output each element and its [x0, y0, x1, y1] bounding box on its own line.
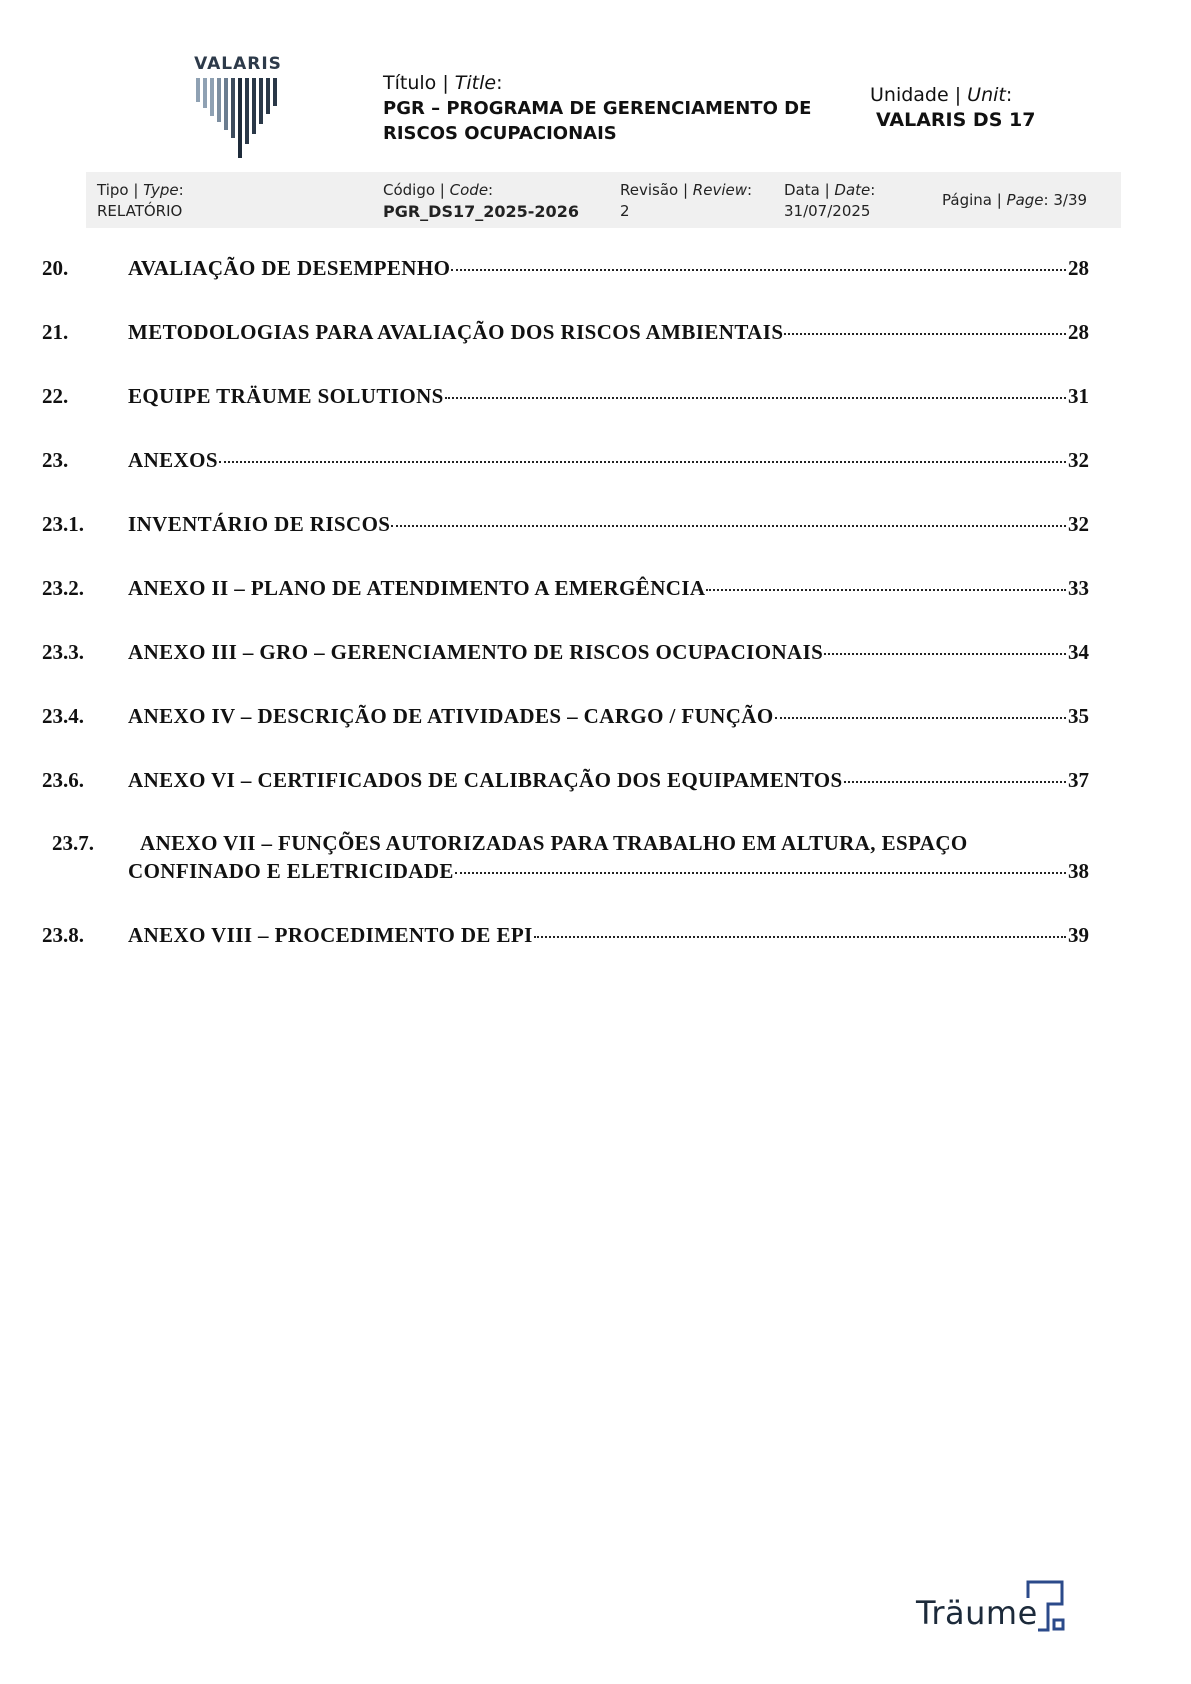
toc-entry-page: 35 [1068, 704, 1089, 728]
document-meta-bar [86, 172, 1121, 228]
toc-leader-dots [534, 935, 1066, 938]
toc-entry-title: ANEXO VI – CERTIFICADOS DE CALIBRAÇÃO DOS EQUIPAMENTOS [128, 768, 843, 792]
meta-pagina: Página | Page: 3/39 [942, 191, 1088, 209]
toc-entry-number: 23.2. [42, 576, 84, 600]
toc-entry[interactable] [0, 576, 1191, 606]
toc-entry-page: 28 [1068, 256, 1089, 280]
valaris-logo-mark [196, 78, 284, 160]
toc-entry-title: AVALIAÇÃO DE DESEMPENHO [128, 256, 451, 280]
toc-entry[interactable] [0, 256, 1191, 286]
meta-revisao-value: 2 [620, 202, 630, 220]
toc-entry-number: 23.7. [52, 831, 94, 855]
toc-leader-dots [844, 780, 1066, 783]
meta-codigo-value: PGR_DS17_2025-2026 [383, 202, 579, 221]
toc-entry[interactable] [0, 923, 1191, 953]
toc-entry-page: 37 [1068, 768, 1089, 792]
valaris-logo [190, 54, 300, 158]
toc-entry-number: 23.6. [42, 768, 84, 792]
toc-entry[interactable] [0, 640, 1191, 670]
toc-entry[interactable] [0, 831, 1191, 891]
toc-entry-number: 23.1. [42, 512, 84, 536]
toc-entry-number: 23. [42, 448, 69, 472]
toc-entry[interactable] [0, 384, 1191, 414]
toc-entry-number: 22. [42, 384, 69, 408]
meta-codigo: Código | Code: PGR_DS17_2025-2026 [383, 181, 579, 221]
toc-entry-title: ANEXO VIII – PROCEDIMENTO DE EPI [128, 923, 533, 947]
toc-entry-page: 33 [1068, 576, 1089, 600]
toc-leader-dots [391, 524, 1066, 527]
traume-logo-text: Träume [916, 1594, 1038, 1632]
meta-data-value: 31/07/2025 [784, 202, 871, 220]
meta-pagina-value: 3/39 [1053, 191, 1088, 209]
traume-logo-mark [1022, 1578, 1082, 1638]
toc-entry-title: ANEXO IV – DESCRIÇÃO DE ATIVIDADES – CARGO / FUNÇÃO [128, 704, 774, 728]
toc-entry-number: 23.3. [42, 640, 84, 664]
unit-label: Unidade | Unit: [870, 84, 1013, 106]
title-block [383, 71, 811, 146]
toc-entry-title-line1: ANEXO VII – FUNÇÕES AUTORIZADAS PARA TRABALHO EM ALTURA, ESPAÇO [140, 831, 968, 855]
toc-leader-dots [455, 871, 1066, 874]
toc-entry-title-line2: CONFINADO E ELETRICIDADE [128, 859, 454, 883]
toc-entry-title: ANEXOS [128, 448, 218, 472]
toc-leader-dots [784, 332, 1066, 335]
toc-entry-title: EQUIPE TRÄUME SOLUTIONS [128, 384, 444, 408]
toc-entry[interactable] [0, 448, 1191, 478]
unit-block [870, 83, 1035, 133]
title-value-line2: RISCOS OCUPACIONAIS [383, 123, 617, 144]
toc-leader-dots [706, 588, 1066, 591]
toc-entry-title: INVENTÁRIO DE RISCOS [128, 512, 391, 536]
toc-entry-page: 28 [1068, 320, 1089, 344]
toc-leader-dots [445, 396, 1066, 399]
title-value-line1: PGR – PROGRAMA DE GERENCIAMENTO DE [383, 98, 812, 119]
unit-value: VALARIS DS 17 [876, 109, 1036, 131]
toc-entry-number: 21. [42, 320, 69, 344]
toc-entry-title: METODOLOGIAS PARA AVALIAÇÃO DOS RISCOS AMBIENTAIS [128, 320, 784, 344]
toc-entry[interactable] [0, 320, 1191, 350]
toc-entry-page: 38 [1068, 859, 1089, 883]
meta-revisao: Revisão | Review: 2 [620, 181, 753, 220]
meta-tipo: Tipo | Type: RELATÓRIO [97, 181, 184, 220]
toc-entry-number: 20. [42, 256, 69, 280]
meta-data: Data | Date: 31/07/2025 [784, 181, 876, 220]
toc-entry-page: 34 [1068, 640, 1089, 664]
toc-entry-page: 32 [1068, 448, 1089, 472]
valaris-logo-text: VALARIS [194, 54, 282, 74]
toc-entry-page: 39 [1068, 923, 1089, 947]
toc-entry-number: 23.8. [42, 923, 84, 947]
title-label: Título | Title: [383, 72, 503, 94]
toc-entry-number: 23.4. [42, 704, 84, 728]
toc-entry[interactable] [0, 512, 1191, 542]
traume-logo [912, 1578, 1082, 1638]
toc-entry-page: 32 [1068, 512, 1089, 536]
toc-leader-dots [451, 268, 1066, 271]
meta-tipo-value: RELATÓRIO [97, 202, 183, 220]
toc-entry-title: ANEXO II – PLANO DE ATENDIMENTO A EMERGÊNCIA [128, 576, 706, 600]
toc-entry[interactable] [0, 768, 1191, 798]
toc-leader-dots [219, 460, 1066, 463]
toc-leader-dots [824, 652, 1066, 655]
toc-entry[interactable] [0, 704, 1191, 734]
toc-leader-dots [775, 716, 1066, 719]
toc-entry-page: 31 [1068, 384, 1089, 408]
toc-entry-title: ANEXO III – GRO – GERENCIAMENTO DE RISCOS OCUPACIONAIS [128, 640, 824, 664]
